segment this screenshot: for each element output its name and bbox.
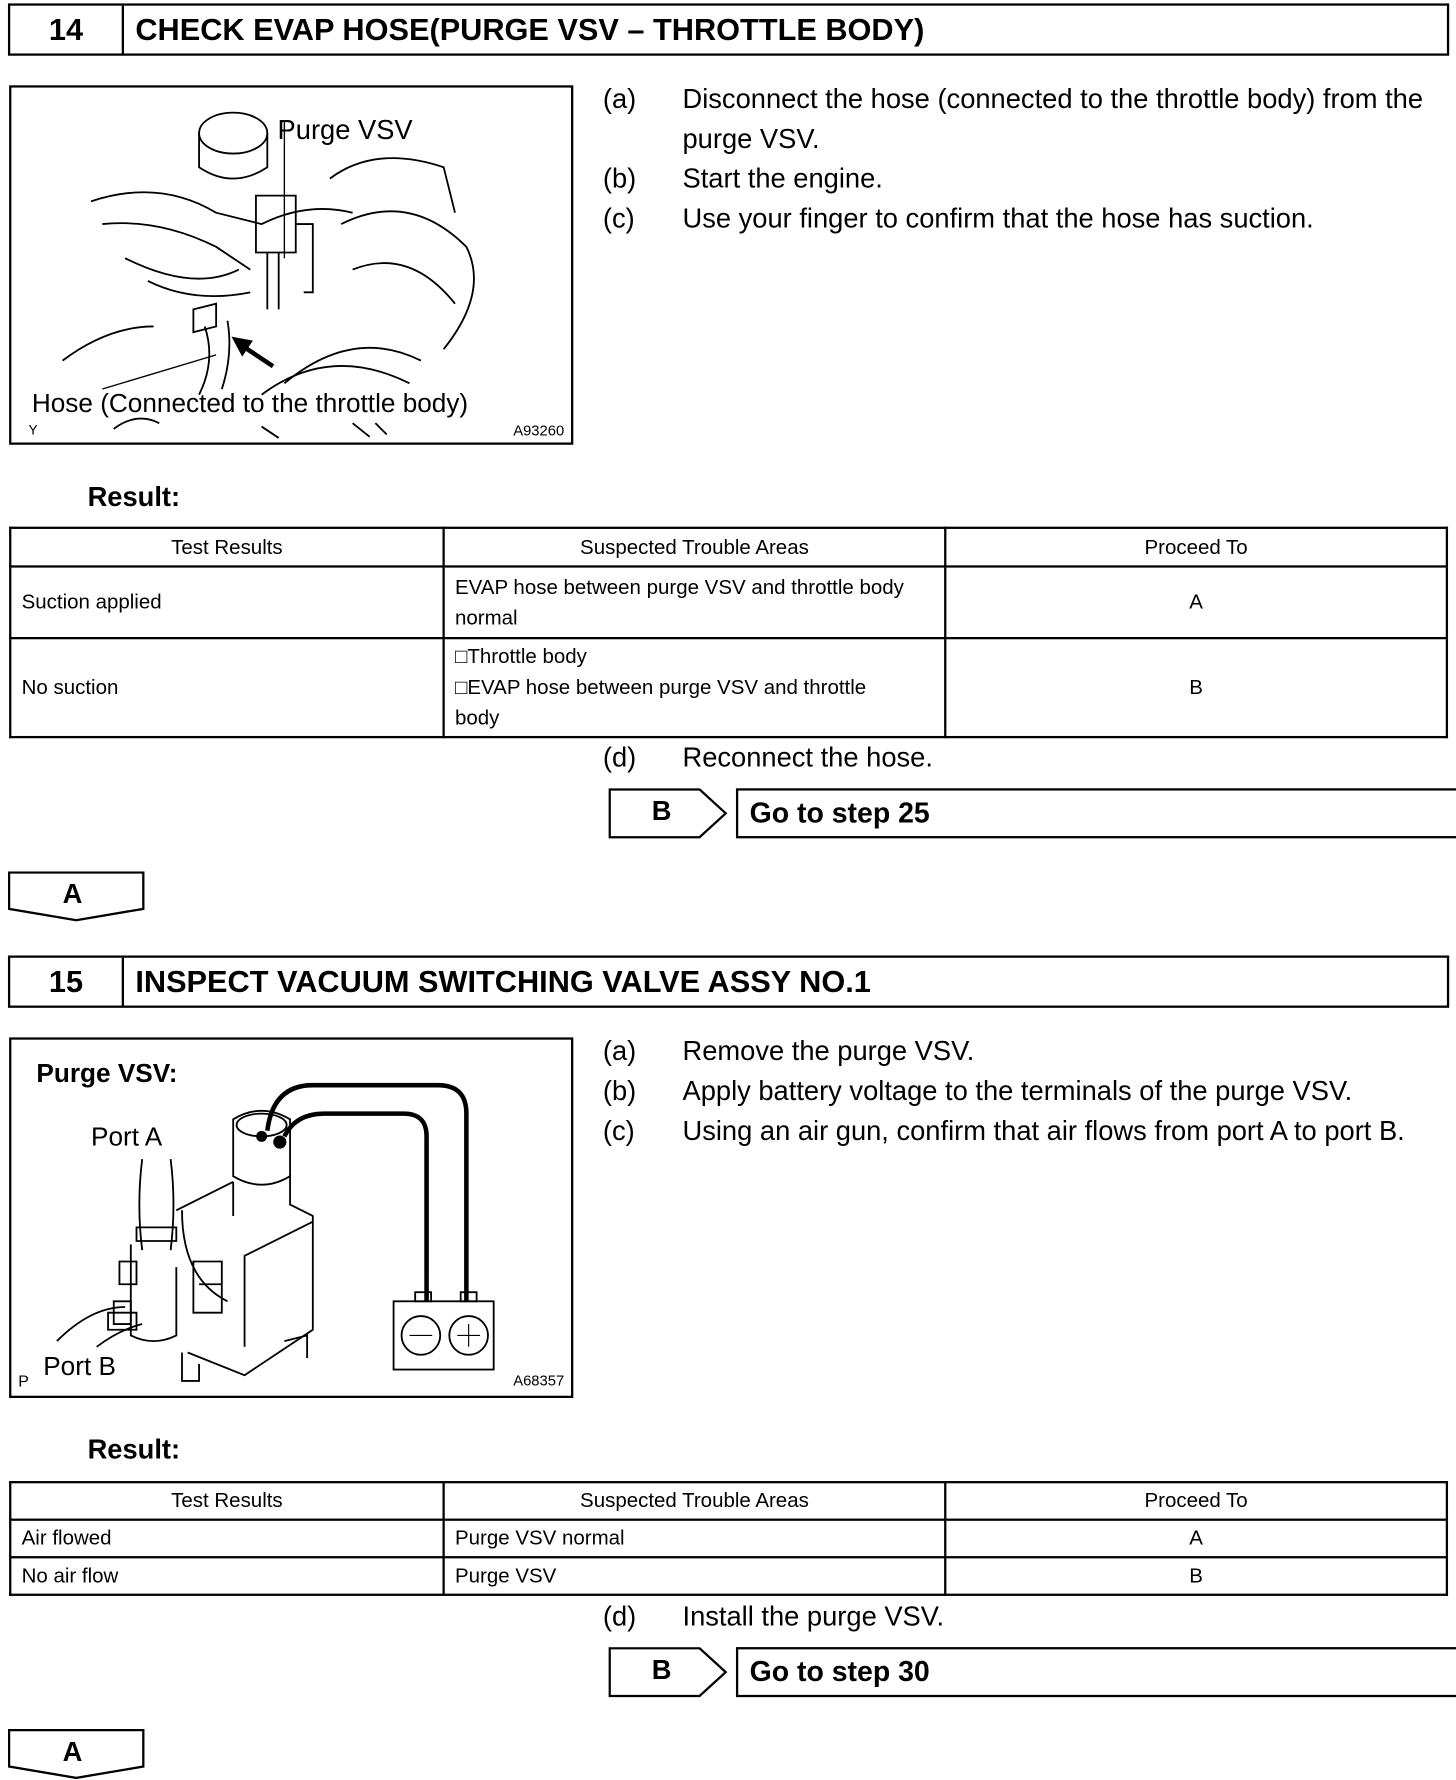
cell-proceed: A bbox=[945, 566, 1447, 638]
step-15-header bbox=[8, 956, 1449, 1008]
header-suspected-areas: Suspected Trouble Areas bbox=[444, 528, 946, 567]
header-test-results: Test Results bbox=[10, 1482, 443, 1520]
table-row bbox=[10, 1557, 1447, 1595]
cell-result: Suction applied bbox=[10, 566, 443, 638]
cell-result: No air flow bbox=[10, 1557, 443, 1595]
result-table bbox=[9, 527, 1448, 739]
label-purge-vsv: Purge VSV: bbox=[36, 1057, 178, 1088]
cell-area: Purge VSV normal bbox=[444, 1520, 946, 1558]
label-port-a: Port A bbox=[91, 1121, 163, 1152]
result-table bbox=[9, 1481, 1448, 1596]
figure-purge-vsv-battery bbox=[9, 1037, 573, 1398]
table-row bbox=[10, 1520, 1447, 1558]
figure-corner-mark: P bbox=[18, 1371, 29, 1391]
area-item: □EVAP hose between purge VSV and throttle body bbox=[455, 675, 867, 730]
header-proceed-to: Proceed To bbox=[945, 1482, 1447, 1520]
table-row bbox=[10, 566, 1447, 638]
cell-area: EVAP hose between purge VSV and throttle body normal bbox=[444, 566, 946, 638]
figure-code: A68357 bbox=[513, 1371, 565, 1389]
table-header-row bbox=[10, 1482, 1447, 1520]
figure-code: A93260 bbox=[513, 422, 565, 440]
label-port-b: Port B bbox=[43, 1351, 116, 1381]
figure-engine-purge-vsv bbox=[9, 85, 573, 444]
table-row bbox=[10, 638, 1447, 737]
branch-b-button[interactable] bbox=[609, 1647, 726, 1697]
go-to-step-25[interactable]: Go to step 25 bbox=[736, 788, 1456, 838]
cell-proceed: B bbox=[945, 638, 1447, 737]
branch-b-button[interactable] bbox=[609, 788, 726, 838]
step-number: 15 bbox=[10, 958, 124, 1006]
step-title: CHECK EVAP HOSE(PURGE VSV – THROTTLE BODY) bbox=[135, 11, 925, 47]
step-number: 14 bbox=[10, 6, 124, 54]
figure-corner-mark: Y bbox=[28, 422, 38, 438]
header-test-results: Test Results bbox=[10, 528, 443, 567]
header-suspected-areas: Suspected Trouble Areas bbox=[444, 1482, 946, 1520]
branch-a-button[interactable] bbox=[8, 1729, 146, 1779]
cell-proceed: A bbox=[945, 1520, 1447, 1558]
step-14-header bbox=[8, 3, 1449, 55]
vsv-illustration bbox=[11, 1040, 571, 1396]
header-proceed-to: Proceed To bbox=[945, 528, 1447, 567]
cell-area bbox=[444, 638, 946, 737]
result-label: Result: bbox=[87, 1434, 181, 1466]
branch-b-label: B bbox=[651, 1655, 672, 1686]
cell-area: Purge VSV bbox=[444, 1557, 946, 1595]
cell-result: No suction bbox=[10, 638, 443, 737]
label-hose: Hose (Connected to the throttle body) bbox=[31, 387, 469, 418]
cell-result: Air flowed bbox=[10, 1520, 443, 1558]
area-item: □Throttle body bbox=[455, 644, 587, 668]
label-purge-vsv: Purge VSV bbox=[277, 114, 413, 146]
branch-a-label: A bbox=[62, 879, 83, 911]
cell-proceed: B bbox=[945, 1557, 1447, 1595]
branch-a-label: A bbox=[62, 1736, 83, 1768]
step-title: INSPECT VACUUM SWITCHING VALVE ASSY NO.1 bbox=[135, 964, 871, 999]
branch-a-button[interactable] bbox=[8, 871, 146, 921]
branch-b-label: B bbox=[651, 796, 672, 827]
table-header-row bbox=[10, 528, 1447, 567]
result-label: Result: bbox=[87, 482, 181, 514]
go-to-step-30[interactable]: Go to step 30 bbox=[736, 1647, 1456, 1697]
